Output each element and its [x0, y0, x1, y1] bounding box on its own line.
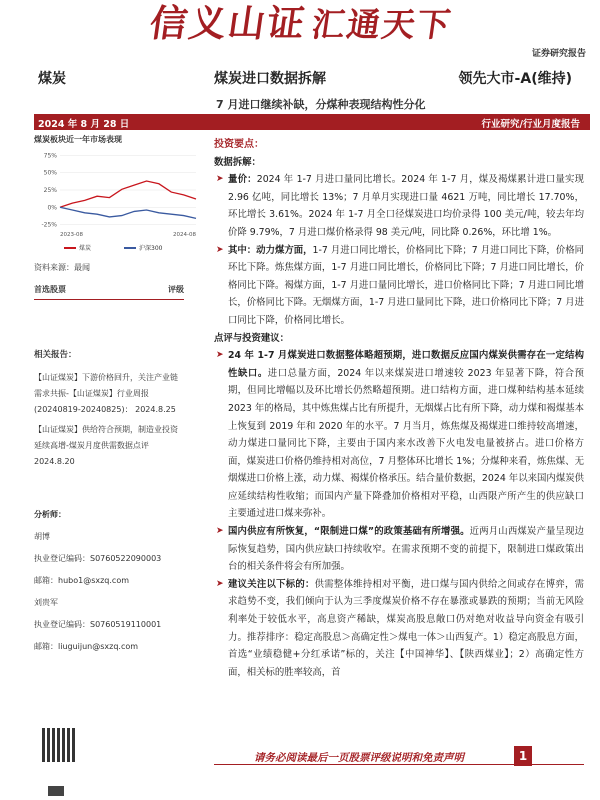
related-report-item[interactable]: 【山证煤炭】下游价格回升，关注产业链需求共振-【山证煤炭】行业周报(20240819-20240825)： 2024.8.25: [34, 373, 178, 414]
legend-label: 煤炭: [79, 245, 92, 252]
data-section-title: 数据拆解：: [214, 156, 261, 168]
small-logo-icon: [48, 786, 64, 796]
analyst-email[interactable]: 邮箱：hubo1@sxzq.com: [34, 576, 130, 585]
analysts-title: 分析师：: [34, 510, 66, 519]
triangle-bullet-icon: ➤: [216, 526, 224, 537]
analyst-email[interactable]: 邮箱：liuguijun@sxzq.com: [34, 642, 139, 651]
market-performance-chart: [34, 146, 202, 266]
paragraph-import-review: ➤ 24 年 1-7 月煤炭进口数据整体略超预期，进口数据反应国内煤炭供需存在一定结构性缺口。进口总量方面，2024 年以来煤炭进口增速较 2023 年显著下降，符合预期，但同比增幅以及环比增长仍然略超预期。进口结构方面，进口煤种结构基本延续 2023 年的格局，其中炼焦煤占比有所提升，无烟煤占比有所下降，动力煤和褐煤基本上恢复到 2019 年和 2020 年的水平。7 月当月，炼焦煤及褐煤进口维持较高增速，动力煤进口量同比下降，主要由于国内来水改善下火电发电量被挤占。进口价格方面，煤炭进口价格仍维持相对高位，7 月整体环比增长 1%；分煤种来看，炼焦煤、无烟煤进口价格上涨，动力煤、褐煤价格承压。结合量价数据，2024 年以来国内煤炭供应延续结构性收缩；而国内产量下降叠加价格相对平稳，山西限产所产生的供应缺口主要通过进口煤来弥补。: [214, 347, 584, 523]
analyst-name: 刘贵军: [34, 598, 58, 607]
y-tick-label: 0%: [47, 204, 57, 212]
y-tick-label: -25%: [41, 221, 57, 229]
triangle-bullet-icon: ➤: [216, 174, 224, 185]
y-tick-label: 50%: [43, 169, 57, 177]
industry-label: 煤炭: [38, 71, 66, 87]
paragraph-volume-price: ➤ 量价：2024 年 1-7 月进口量同比增长。2024 年 1-7 月，煤及褐煤累计进口量实现 2.96 亿吨，同比增长 13%；7 月单月实现进口量 4621 万吨，同比增长 17.70%，环比增长 3.61%。2024 年 1-7 月全口径煤炭进口均价录得 100 美元/吨，较去年均价降 9.79%，7 月进口煤价格录得 98 美元/吨，同比降 0.26%，环比增 1%。: [214, 171, 584, 241]
rating-label: 领先大市-A(维持): [458, 71, 572, 87]
chart-source: 资料来源：最闻: [34, 263, 90, 272]
date-bar: [34, 114, 590, 130]
brand-logo: 信义山证汇通天下: [147, 1, 455, 45]
report-title: 煤炭进口数据拆解: [214, 71, 326, 87]
footer: [0, 749, 600, 782]
report-header: [38, 64, 590, 94]
triangle-bullet-icon: ➤: [216, 350, 224, 361]
x-tick-label: 2023-08: [60, 232, 83, 238]
preferred-stocks-header: [34, 284, 184, 300]
analyst-cert: 执业登记编码：S0760522090003: [34, 554, 162, 563]
page-number: 1: [514, 746, 532, 766]
y-tick-label: 25%: [43, 187, 57, 194]
chart-title: 煤炭板块近一年市场表现: [34, 135, 122, 144]
series-line-coal: [60, 181, 196, 207]
paragraph-coal-types: ➤ 其中：动力煤方面，1-7 月进口同比增长，价格同比下降；7 月进口同比下降，价格同环比下降。炼焦煤方面，1-7 月进口同比增长，价格同比下降；7 月进口同比增长，价格同比下降。褐煤方面，1-7 月进口量同比增长，进口价格同比下降；7 月进口同比增长，价格同比下降。无烟煤方面，1-7 月进口量同比下降，进口价格同比下降；7 月进口同比下降，价格同比增长。: [214, 242, 584, 330]
report-date: 2024 年 8 月 28 日: [38, 119, 130, 130]
related-reports: [34, 370, 184, 474]
highlights-title: 投资要点：: [214, 139, 264, 150]
report-category: 行业研究/行业月度报告: [481, 119, 580, 130]
series-line-csi300: [60, 207, 196, 218]
y-tick-label: 75%: [43, 152, 57, 160]
triangle-bullet-icon: ➤: [216, 578, 224, 589]
review-section-title: 点评与投资建议：: [214, 332, 290, 344]
disclaimer-text[interactable]: 请务必阅读最后一页股票评级说明和免责声明: [254, 752, 464, 764]
department-label: 证券研究报告: [531, 49, 586, 59]
x-tick-label: 2024-08: [173, 232, 196, 238]
related-reports-title: 相关报告：: [34, 350, 77, 360]
analyst-cert: 执业登记编码：S0760519110001: [34, 620, 162, 629]
main-content: [214, 136, 584, 681]
legend-label: 沪深300: [139, 245, 163, 252]
analyst-name: 胡博: [34, 532, 50, 541]
related-report-item[interactable]: 【山证煤炭】供给符合预期，制造业投资延续高增-煤炭月度供需数据点评 2024.8.20: [34, 425, 178, 466]
triangle-bullet-icon: ➤: [216, 244, 224, 255]
analysts-block: [34, 504, 194, 658]
report-subtitle: 7 月进口继续补缺，分煤种表现结构性分化: [216, 98, 426, 111]
paragraph-recommendations: ➤ 建议关注以下标的：供需整体维持相对平衡，进口煤与国内供给之间或存在博弈，需求趋势不变，我们倾向于认为三季度煤炭价格不存在暴涨或暴跌的预期；当前无风险利率处于较低水平，高息资产稀缺，煤炭高股息敞口仍对绝对收益导向资金有吸引力。推荐排序：稳定高股息＞高确定性＞煤电一体＞山西复产。1）稳定高股息方面，首选“业绩稳健+分红承诺”标的，关注【中国神华】、【陕西煤业】；2）高确定性方面，相关标的胜率较高，首: [214, 576, 584, 682]
preferred-stocks-label: 首选股票: [34, 285, 66, 294]
paragraph-supply-recovery: ➤ 国内供应有所恢复，“限制进口煤”的政策基础有所增强。近两月山西煤炭产量呈现边际恢复趋势，国内供应缺口持续收窄。在需求预期不变的前提下，限制进口煤政策出台的相关条件将会有所加强。: [214, 523, 584, 576]
rating-column-label: 评级: [168, 285, 184, 294]
